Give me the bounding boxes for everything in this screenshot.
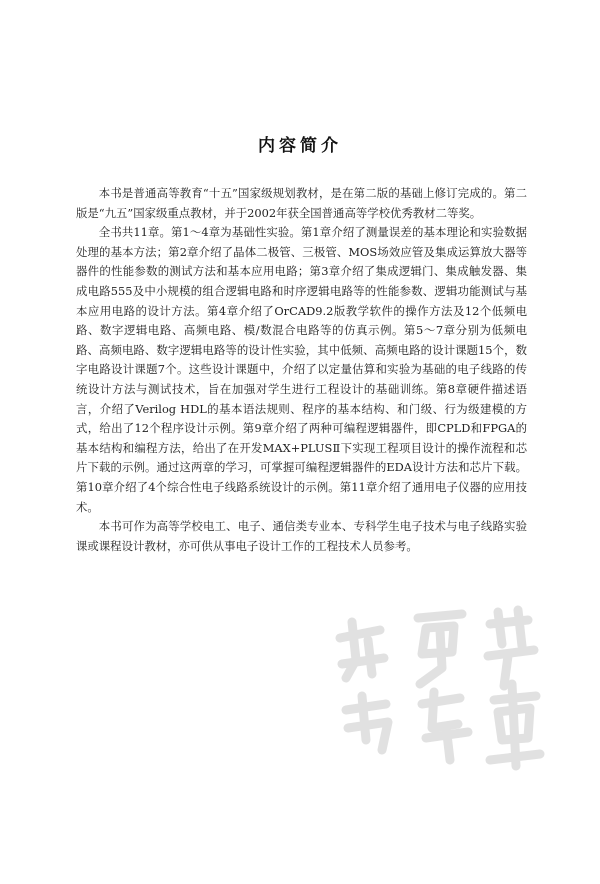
paragraph-chapters: 全书共11章。第1～4章为基础性实验。第1章介绍了测量误差的基本理论和实验数据处理的基本方法；第2章介绍了晶体二极管、三极管、MOS场效应管及集成运算放大器等器件的性能参数的测试方法和基本应用电路；第3章介绍了集成逻辑门、集成触发器、集成电路555及中小规模的组合逻辑电路和时序逻辑电路等的性能参数、逻辑功能测试与基本应用电路的设计方法。第4章介绍了OrCAD9.2版教学软件的操作方法及12个低频电路、数字逻辑电路、高频电路、模/数混合电路等的仿真示例。第5～7章分别为低频电路、高频电路、数字逻辑电路等的设计性实验，其中低频、高频电路的设计课题15个，数字电路设计课题7个。这些设计课题中，介绍了以定量估算和实验为基础的电子线路的传统设计方法与测试技术，旨在加强对学生进行工程设计的基础训练。第8章硬件描述语言，介绍了Verilog HDL的基本语法规则、程序的基本结构、和门级、行为级建模的方式，给出了12个程序设计示例。第9章介绍了两种可编程逻辑器件，即CPLD和FPGA的基本结构和编程方法，给出了在开发MAX+PLUSⅡ下实现工程项目设计的操作流程和芯片下载的示例。通过这两章的学习，可掌握可编程逻辑器件的EDA设计方法和芯片下载。第10章介绍了4个综合性电子线路系统设计的示例。第11章介绍了通用电子仪器的应用技术。	[76, 225, 527, 514]
paragraph-audience: 本书可作为高等学校电工、电子、通信类专业本、专科学生电子技术与电子线路实验课或课程设计教材，亦可供从事电子设计工作的工程技术人员参考。	[76, 519, 527, 553]
page-title: 内容简介	[258, 136, 342, 156]
seal-stamp-icon	[322, 600, 554, 796]
paragraph-edition: 本书是普通高等教育“十五”国家级规划教材，是在第二版的基础上修订完成的。第二版是“九五”国家级重点教材，并于2002年获全国普通高等学校优秀教材二等奖。	[76, 186, 527, 220]
library-seal-watermark	[322, 600, 554, 796]
summary-body	[76, 184, 527, 556]
